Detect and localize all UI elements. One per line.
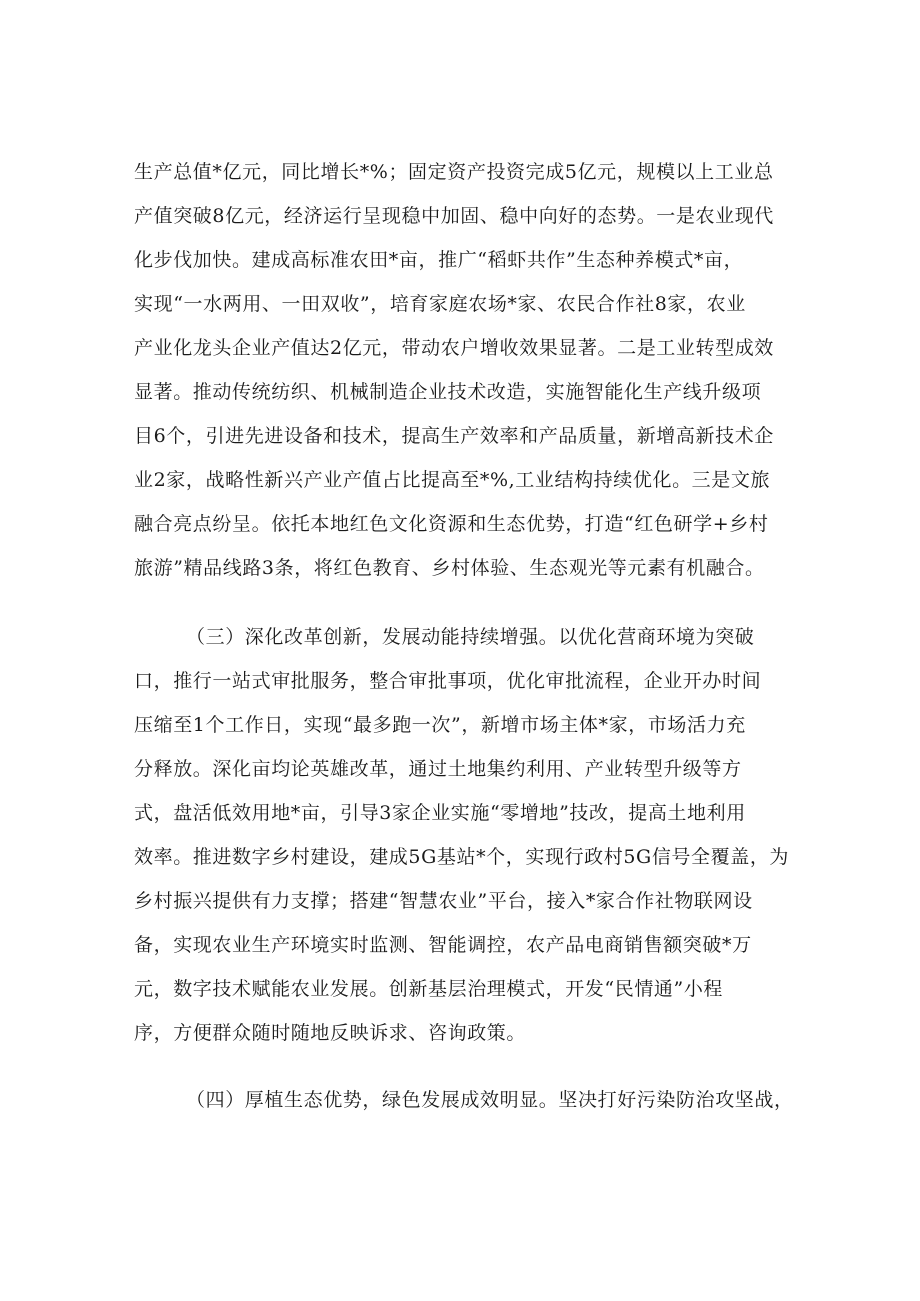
paragraph-line: 效率。推进数字乡村建设，建成5G基站*个，实现行政村5G信号全覆盖，为 bbox=[134, 846, 790, 868]
paragraph-line: 序，方便群众随时随地反映诉求、咨询政策。 bbox=[134, 1022, 527, 1044]
paragraph-line: 口，推行一站式审批服务，整合审批事项，优化审批流程，企业开办时间 bbox=[134, 670, 762, 692]
paragraph-line: 融合亮点纷呈。依托本地红色文化资源和生态优势，打造“红色研学+乡村 bbox=[134, 513, 769, 535]
section-heading-line: （三）深化改革创新，发展动能持续增强。以优化营商环境为突破 bbox=[186, 626, 755, 648]
paragraph-economy-overview bbox=[134, 150, 814, 590]
paragraph-reform-innovation bbox=[134, 615, 814, 1055]
paragraph-line: 乡村振兴提供有力支撑；搭建“智慧农业”平台，接入*家合作社物联网设 bbox=[134, 890, 753, 912]
paragraph-line: 备，实现农业生产环境实时监测、智能调控，农产品电商销售额突破*万 bbox=[134, 934, 752, 956]
paragraph-line: 式，盘活低效用地*亩，引导3家企业实施“零增地”技改，提高土地利用 bbox=[134, 802, 746, 824]
paragraph-line: 业2家，战略性新兴产业产值占比提高至*%,工业结构持续优化。三是文旅 bbox=[134, 469, 771, 491]
paragraph-line: 生产总值*亿元，同比增长*%；固定资产投资完成5亿元，规模以上工业总 bbox=[134, 161, 774, 183]
paragraph-line: 实现“一水两用、一田双收”，培育家庭农场*家、农民合作社8家，农业 bbox=[134, 293, 746, 315]
paragraph-line: 分释放。深化亩均论英雄改革，通过土地集约利用、产业转型升级等方 bbox=[134, 758, 742, 780]
paragraph-line: 压缩至1个工作日，实现“最多跑一次”，新增市场主体*家，市场活力充 bbox=[134, 714, 746, 736]
paragraph-line: 产业化龙头企业产值达2亿元，带动农户增收效果显著。二是工业转型成效 bbox=[134, 337, 774, 359]
paragraph-line: 旅游”精品线路3条，将红色教育、乡村体验、生态观光等元素有机融合。 bbox=[134, 557, 765, 579]
paragraph-ecology bbox=[134, 1078, 814, 1122]
paragraph-line: 元，数字技术赋能农业发展。创新基层治理模式，开发“民情通”小程 bbox=[134, 978, 724, 1000]
paragraph-line: 产值突破8亿元，经济运行呈现稳中加固、稳中向好的态势。一是农业现代 bbox=[134, 205, 774, 227]
section-heading-line: （四）厚植生态优势，绿色发展成效明显。坚决打好污染防治攻坚战， bbox=[186, 1089, 794, 1111]
paragraph-line: 化步伐加快。建成高标准农田*亩，推广“稻虾共作”生态种养模式*亩， bbox=[134, 249, 744, 271]
paragraph-line: 显著。推动传统纺织、机械制造企业技术改造，实施智能化生产线升级项 bbox=[134, 381, 762, 403]
paragraph-line: 目6个，引进先进设备和技术，提高生产效率和产品质量，新增高新技术企 bbox=[134, 425, 774, 447]
